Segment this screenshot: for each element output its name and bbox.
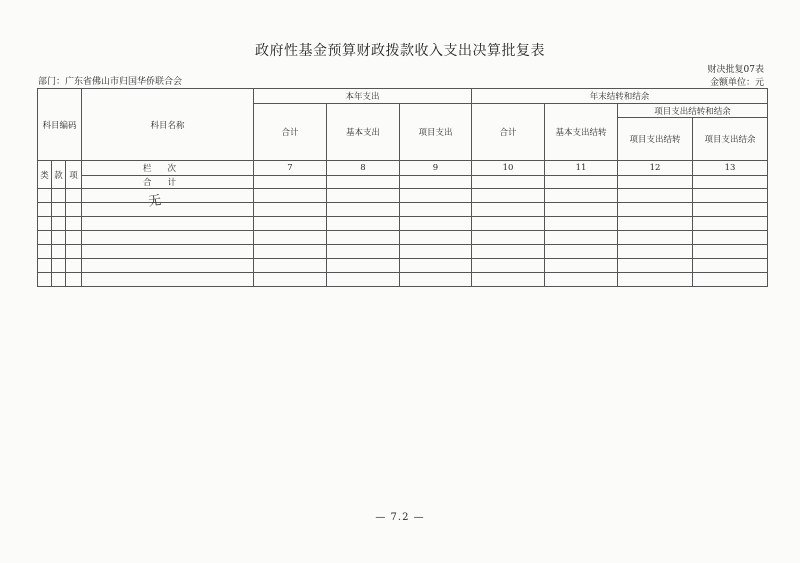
table-row bbox=[38, 245, 768, 259]
project-carry-balance-header: 项目支出结转和结余 bbox=[618, 104, 768, 118]
table-cell bbox=[693, 176, 768, 189]
code-lei-label: 类 bbox=[38, 161, 52, 189]
table-cell bbox=[254, 176, 327, 189]
table-row bbox=[38, 203, 768, 217]
current-year-expenditure-header: 本年支出 bbox=[254, 89, 472, 104]
col-number: 12 bbox=[618, 161, 693, 176]
table-cell bbox=[400, 176, 472, 189]
col-number: 9 bbox=[400, 161, 472, 176]
page-number: — 7.2 — bbox=[375, 512, 425, 523]
table-cell bbox=[472, 176, 545, 189]
header-row-1 bbox=[38, 89, 768, 104]
col-basic-header: 基本支出 bbox=[327, 104, 400, 161]
col-number: 11 bbox=[545, 161, 618, 176]
col-total-header: 合计 bbox=[254, 104, 327, 161]
year-end-carryover-header: 年末结转和结余 bbox=[472, 89, 768, 104]
amount-unit-label: 金额单位：元 bbox=[709, 78, 764, 88]
table-cell bbox=[545, 176, 618, 189]
col-number: 10 bbox=[472, 161, 545, 176]
subject-code-header: 科目编码 bbox=[38, 89, 82, 161]
table-row bbox=[38, 217, 768, 231]
col-number: 7 bbox=[254, 161, 327, 176]
code-xiang-label: 项 bbox=[66, 161, 82, 189]
table-row bbox=[38, 259, 768, 273]
total-label: 合计 bbox=[82, 176, 254, 189]
table-row bbox=[38, 273, 768, 287]
table-cell bbox=[327, 176, 400, 189]
col-project-carry-header: 项目支出结转 bbox=[618, 118, 693, 161]
subject-name-header: 科目名称 bbox=[82, 89, 254, 161]
col-total-2-header: 合计 bbox=[472, 104, 545, 161]
approval-table bbox=[37, 88, 768, 287]
col-project-balance-header: 项目支出结余 bbox=[693, 118, 768, 161]
col-basic-carry-header: 基本支出结转 bbox=[545, 104, 618, 161]
lanci-label: 栏次 bbox=[82, 161, 254, 176]
department-label: 部门：广东省佛山市归国华侨联合会 bbox=[38, 77, 183, 87]
total-row bbox=[38, 176, 768, 189]
col-project-header: 项目支出 bbox=[400, 104, 472, 161]
form-number: 财决批复07表 bbox=[707, 65, 764, 75]
col-number: 8 bbox=[327, 161, 400, 176]
handwritten-mark: 无 bbox=[147, 193, 163, 210]
code-kuan-label: 款 bbox=[52, 161, 66, 189]
col-number: 13 bbox=[693, 161, 768, 176]
table-row bbox=[38, 231, 768, 245]
page-title: 政府性基金预算财政拨款收入支出决算批复表 bbox=[255, 43, 545, 59]
column-number-row bbox=[38, 161, 768, 176]
table-cell bbox=[618, 176, 693, 189]
